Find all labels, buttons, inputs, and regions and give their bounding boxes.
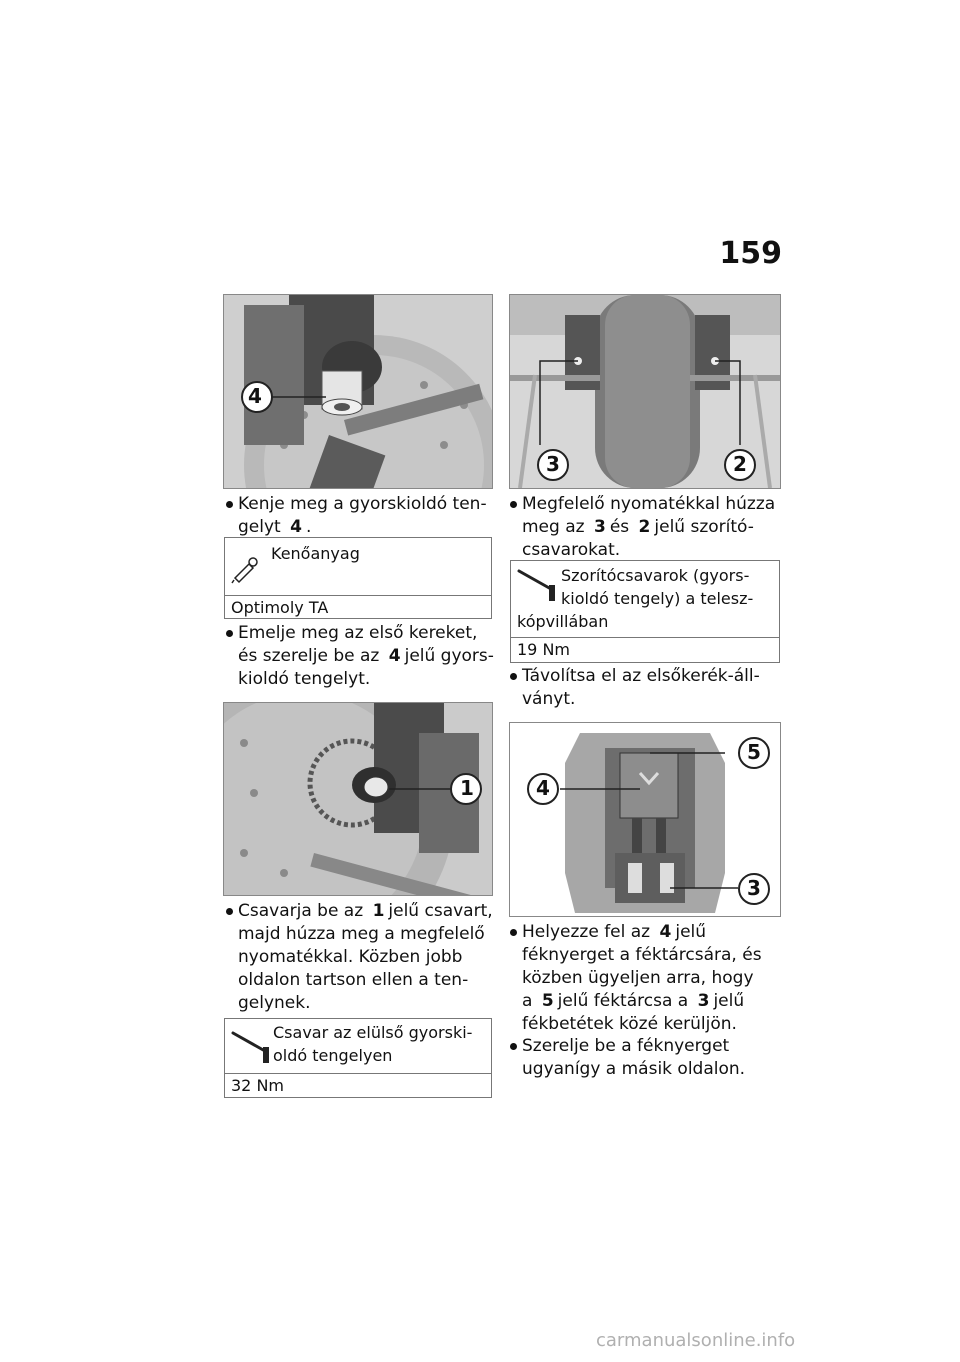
step-fit-caliper bbox=[510, 921, 785, 1036]
step-text: Csavarja be az bbox=[238, 901, 364, 921]
step-text: és bbox=[609, 517, 630, 537]
spec-axle-torque bbox=[224, 1018, 492, 1098]
bullet-icon bbox=[510, 501, 517, 508]
ref-number: 5 bbox=[541, 991, 554, 1011]
step-text: majd húzza meg a megfelelő bbox=[238, 924, 485, 944]
step-grease-axle bbox=[226, 493, 496, 539]
step-text: gelynek. bbox=[238, 993, 311, 1013]
ref-number: 1 bbox=[372, 901, 385, 921]
step-text: Helyezze fel az bbox=[522, 922, 651, 942]
bullet-icon bbox=[510, 1043, 517, 1050]
step-remove-stand bbox=[510, 665, 785, 711]
step-text: ványt. bbox=[522, 689, 576, 709]
page-number: 159 bbox=[719, 236, 782, 271]
step-text: a bbox=[522, 991, 533, 1011]
callout-5: 5 bbox=[747, 740, 761, 764]
step-text: . bbox=[305, 517, 312, 537]
torque-wrench-icon bbox=[517, 567, 559, 601]
step-text: ugyanígy a másik oldalon. bbox=[522, 1059, 746, 1079]
step-repeat-other-side bbox=[510, 1035, 785, 1081]
step-text: nyomatékkal. Közben jobb bbox=[238, 947, 463, 967]
lubricant-icon bbox=[231, 554, 261, 584]
spec-value: Optimoly TA bbox=[231, 598, 329, 617]
ref-number: 3 bbox=[697, 991, 710, 1011]
bullet-icon bbox=[510, 929, 517, 936]
step-text: Távolítsa el az elsőkerék-áll- bbox=[522, 666, 760, 686]
ref-number: 4 bbox=[659, 922, 672, 942]
step-text: fékbetétek közé kerüljön. bbox=[522, 1014, 737, 1034]
callout-3: 3 bbox=[747, 876, 761, 900]
step-text: Megfelelő nyomatékkal húzza bbox=[522, 494, 776, 514]
step-text: jelű csavart, bbox=[388, 901, 493, 921]
callout-2: 2 bbox=[733, 452, 747, 476]
spec-label: oldó tengelyen bbox=[273, 1046, 393, 1065]
watermark: carmanualsonline.info bbox=[596, 1330, 796, 1351]
step-text: meg az bbox=[522, 517, 585, 537]
torque-wrench-icon bbox=[231, 1029, 273, 1063]
step-text: Kenje meg a gyorskioldó ten- bbox=[238, 494, 487, 514]
step-tighten-clamps bbox=[510, 493, 785, 562]
step-install-axle bbox=[226, 622, 496, 691]
step-text: és szerelje be az bbox=[238, 646, 380, 666]
photo-quick-release-axle-grease bbox=[223, 294, 493, 489]
step-text: oldalon tartson ellen a ten- bbox=[238, 970, 469, 990]
photo-axle-screw bbox=[223, 702, 493, 896]
callout-4: 4 bbox=[248, 384, 262, 408]
step-text: Emelje meg az első kereket, bbox=[238, 623, 478, 643]
step-text: jelű bbox=[675, 922, 707, 942]
step-text: jelű szorító- bbox=[654, 517, 754, 537]
spec-value: 32 Nm bbox=[231, 1076, 284, 1095]
callout-1: 1 bbox=[460, 776, 474, 800]
bullet-icon bbox=[226, 630, 233, 637]
ref-number: 4 bbox=[290, 517, 302, 537]
spec-label: kioldó tengely) a telesz- bbox=[561, 589, 754, 608]
spec-label: Szorítócsavarok (gyors- bbox=[561, 566, 750, 585]
callout-4: 4 bbox=[536, 776, 550, 800]
step-text: féknyerget a féktárcsára, és bbox=[522, 945, 762, 965]
step-text: csavarokat. bbox=[522, 540, 621, 560]
ref-number: 2 bbox=[638, 517, 651, 537]
spec-label: Csavar az elülső gyorski- bbox=[273, 1023, 473, 1042]
spec-clamp-torque bbox=[510, 560, 780, 663]
spec-label: Kenőanyag bbox=[271, 544, 360, 563]
step-text: jelű gyors- bbox=[404, 646, 494, 666]
spec-lubricant bbox=[224, 537, 492, 619]
step-text: jelű féktárcsa a bbox=[557, 991, 689, 1011]
ref-number: 4 bbox=[388, 646, 401, 666]
step-text: közben ügyeljen arra, hogy bbox=[522, 968, 754, 988]
ref-number: 3 bbox=[593, 517, 606, 537]
photo-fork-clamp-screws bbox=[509, 294, 781, 489]
step-text: jelű bbox=[713, 991, 745, 1011]
spec-label: kópvillában bbox=[517, 612, 609, 631]
step-text: Szerelje be a féknyerget bbox=[522, 1036, 730, 1056]
photo-brake-caliper bbox=[509, 722, 781, 917]
step-text: gelyt bbox=[238, 517, 281, 537]
spec-value: 19 Nm bbox=[517, 640, 570, 659]
step-text: kioldó tengelyt. bbox=[238, 669, 371, 689]
bullet-icon bbox=[226, 908, 233, 915]
bullet-icon bbox=[510, 673, 517, 680]
step-tighten-screw bbox=[226, 900, 496, 1015]
callout-3: 3 bbox=[546, 452, 560, 476]
bullet-icon bbox=[226, 501, 233, 508]
